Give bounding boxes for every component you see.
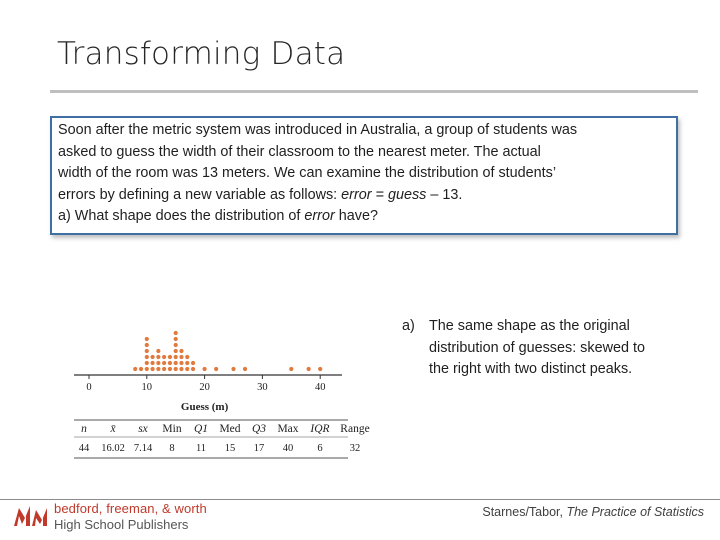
stats-value-cell: 40 <box>282 443 294 454</box>
answer-block <box>402 316 702 381</box>
answer-label: a) <box>402 318 415 334</box>
question-line-1: Soon after the metric system was introduced in Australia, a group of students was <box>58 122 578 138</box>
data-dot <box>168 355 172 359</box>
error-formula: error = guess <box>341 186 427 203</box>
stats-header-cell: Range <box>340 423 370 435</box>
x-tick-label: 0 <box>86 382 92 393</box>
data-dot <box>174 349 178 353</box>
stats-value-cell: 6 <box>317 443 323 454</box>
x-tick-label: 40 <box>314 382 326 393</box>
data-dot <box>185 361 189 365</box>
data-dot <box>174 331 178 335</box>
data-dot <box>174 361 178 365</box>
data-dot <box>214 367 218 371</box>
data-dot <box>203 367 207 371</box>
footer-divider <box>0 499 720 500</box>
stats-value-cell: 8 <box>169 443 175 454</box>
question-line-5: a) What shape does the distribution of error have? <box>58 208 378 224</box>
stats-header-cell: Q1 <box>193 423 209 435</box>
stats-header-cell: Min <box>162 423 182 435</box>
data-dot <box>191 367 195 371</box>
stats-header-cell: x̄ <box>110 423 116 435</box>
data-dot <box>145 355 149 359</box>
x-tick-label: 30 <box>257 382 268 393</box>
data-dot <box>168 361 172 365</box>
question-box <box>50 116 678 235</box>
stats-value-cell: 17 <box>253 443 265 454</box>
answer-line-3: the right with two distinct peaks. <box>429 361 633 377</box>
data-dot <box>162 367 166 371</box>
stats-header-cell: sx <box>138 423 148 435</box>
data-dot <box>185 367 189 371</box>
data-dot <box>168 367 172 371</box>
answer-line-1: The same shape as the original <box>429 318 630 334</box>
stats-value-cell: 7.14 <box>133 443 153 454</box>
slide-title: Transforming Data <box>57 36 346 72</box>
data-dot <box>162 355 166 359</box>
data-dot <box>179 355 183 359</box>
data-dot <box>174 367 178 371</box>
dotplot-figure <box>70 320 380 470</box>
question-line-2: asked to guess the width of their classroom to the nearest meter. The actual <box>58 143 541 160</box>
stats-value-cell: 44 <box>78 443 90 454</box>
data-dot <box>150 361 154 365</box>
data-dot <box>133 367 137 371</box>
data-dot <box>156 367 160 371</box>
data-dot <box>156 361 160 365</box>
data-dot <box>145 337 149 341</box>
x-tick-label: 20 <box>199 382 210 393</box>
publisher-logo-icon <box>14 504 50 530</box>
data-dot <box>191 361 195 365</box>
data-dot <box>150 367 154 371</box>
stats-header-cell: Max <box>277 423 299 435</box>
stats-header-cell: n <box>81 423 87 435</box>
data-dot <box>145 367 149 371</box>
x-tick-label: 10 <box>141 382 153 393</box>
stats-value-cell: 11 <box>195 443 207 454</box>
data-dot <box>139 367 143 371</box>
data-dot <box>185 355 189 359</box>
data-dot <box>174 343 178 347</box>
data-dot <box>243 367 247 371</box>
data-dot <box>156 355 160 359</box>
data-dot <box>145 361 149 365</box>
data-dot <box>289 367 293 371</box>
data-dot <box>145 343 149 347</box>
error-term: error <box>304 208 335 224</box>
title-divider <box>50 90 698 93</box>
data-dot <box>318 367 322 371</box>
data-dot <box>150 355 154 359</box>
x-axis-title: Guess (m) <box>180 401 229 413</box>
data-dot <box>179 361 183 365</box>
answer-line-2: distribution of guesses: skewed to <box>429 339 645 356</box>
stats-header-cell: Med <box>219 423 241 435</box>
data-dot <box>179 349 183 353</box>
data-dot <box>162 361 166 365</box>
publisher-division: High School Publishers <box>54 517 189 532</box>
data-dot <box>179 367 183 371</box>
stats-value-cell: 16.02 <box>101 443 125 454</box>
stats-value-cell: 32 <box>349 443 361 454</box>
question-line-3: width of the room was 13 meters. We can examine the distribution of students’ <box>58 165 557 181</box>
data-dot <box>156 349 160 353</box>
dotplot-svg <box>70 320 380 470</box>
book-credit: Starnes/Tabor, The Practice of Statistics <box>482 505 704 519</box>
data-dot <box>174 355 178 359</box>
data-dot <box>174 337 178 341</box>
data-dot <box>307 367 311 371</box>
stats-value-cell: 15 <box>224 443 236 454</box>
publisher-name: bedford, freeman, & worth <box>54 501 207 516</box>
stats-header-cell: IQR <box>310 423 330 435</box>
data-dot <box>145 349 149 353</box>
stats-header-cell: Q3 <box>251 423 267 435</box>
answer-text <box>429 316 702 381</box>
question-line-4: errors by defining a new variable as follows: error = guess – 13. <box>58 186 463 203</box>
data-dot <box>231 367 235 371</box>
